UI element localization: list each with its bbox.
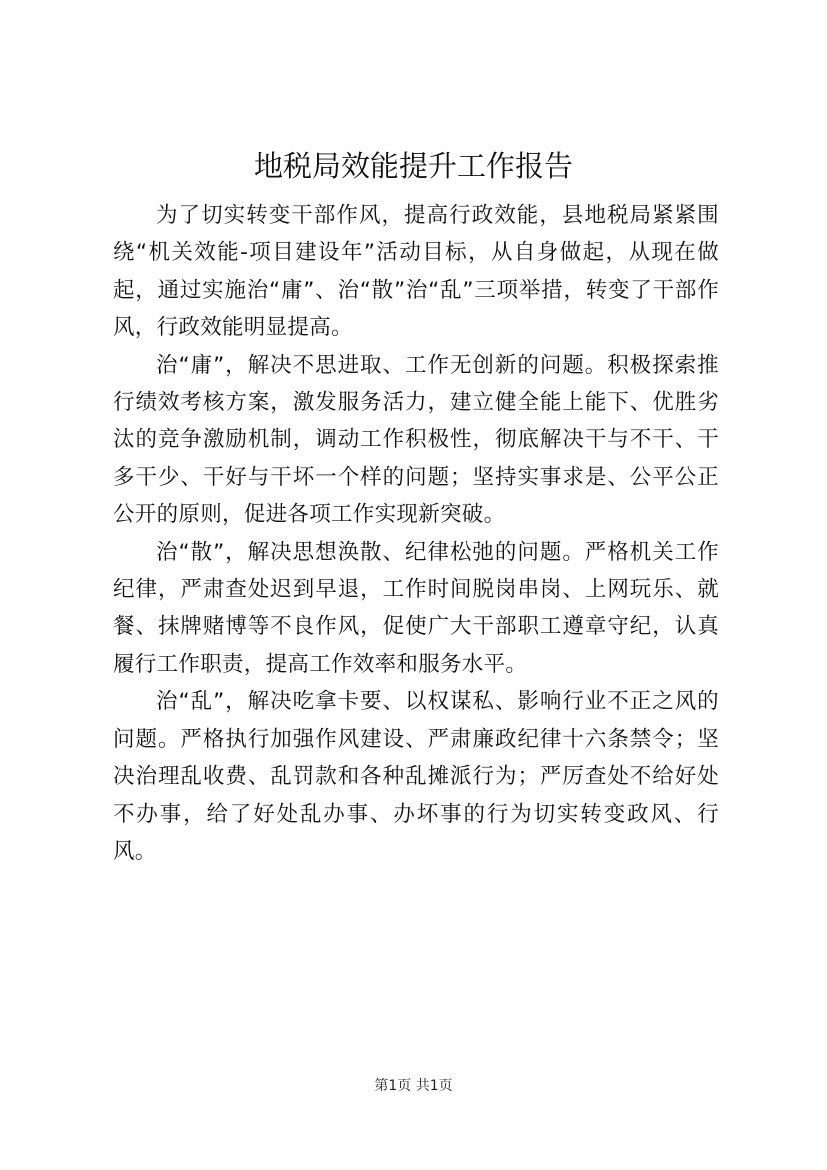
document-title: 地税局效能提升工作报告 (253, 149, 573, 183)
paragraph-zhi-san: 治“散”，解决思想涣散、纪律松弛的问题。严格机关工作纪律，严肃查处迟到早退，工作时间脱岗串岗、上网玩乐、就餐、抹牌赌博等不良作风，促使广大干部职工遵章守纪，认真履行工作职责，提高工作效率和服务水平。 (113, 539, 719, 677)
paragraph-zhi-yong: 治“庸”，解决不思进取、工作无创新的问题。积极探索推行绩效考核方案，激发服务活力，建立健全能上能下、优胜劣汰的竞争激励机制，调动工作积极性，彻底解决干与不干、干多干少、干好与干坏一个样的问题；坚持实事求是、公平公正公开的原则，促进各项工作实现新突破。 (113, 352, 719, 528)
page-footer: 第1页 共1页 (374, 1078, 453, 1094)
paragraph-intro: 为了切实转变干部作风，提高行政效能，县地税局紧紧围绕“机关效能-项目建设年”活动目标，从自身做起，从现在做起，通过实施治“庸”、治“散”治“乱”三项举措，转变了干部作风，行政效能明显提高。 (113, 203, 719, 341)
paragraph-zhi-luan: 治“乱”，解决吃拿卡要、以权谋私、影响行业不正之风的问题。严格执行加强作风建设、严肃廉政纪律十六条禁令；坚决治理乱收费、乱罚款和各种乱摊派行为；严厉查处不给好处不办事，给了好处乱办事、办坏事的行为切实转变政风、行风。 (113, 689, 719, 864)
document-body (113, 197, 719, 870)
